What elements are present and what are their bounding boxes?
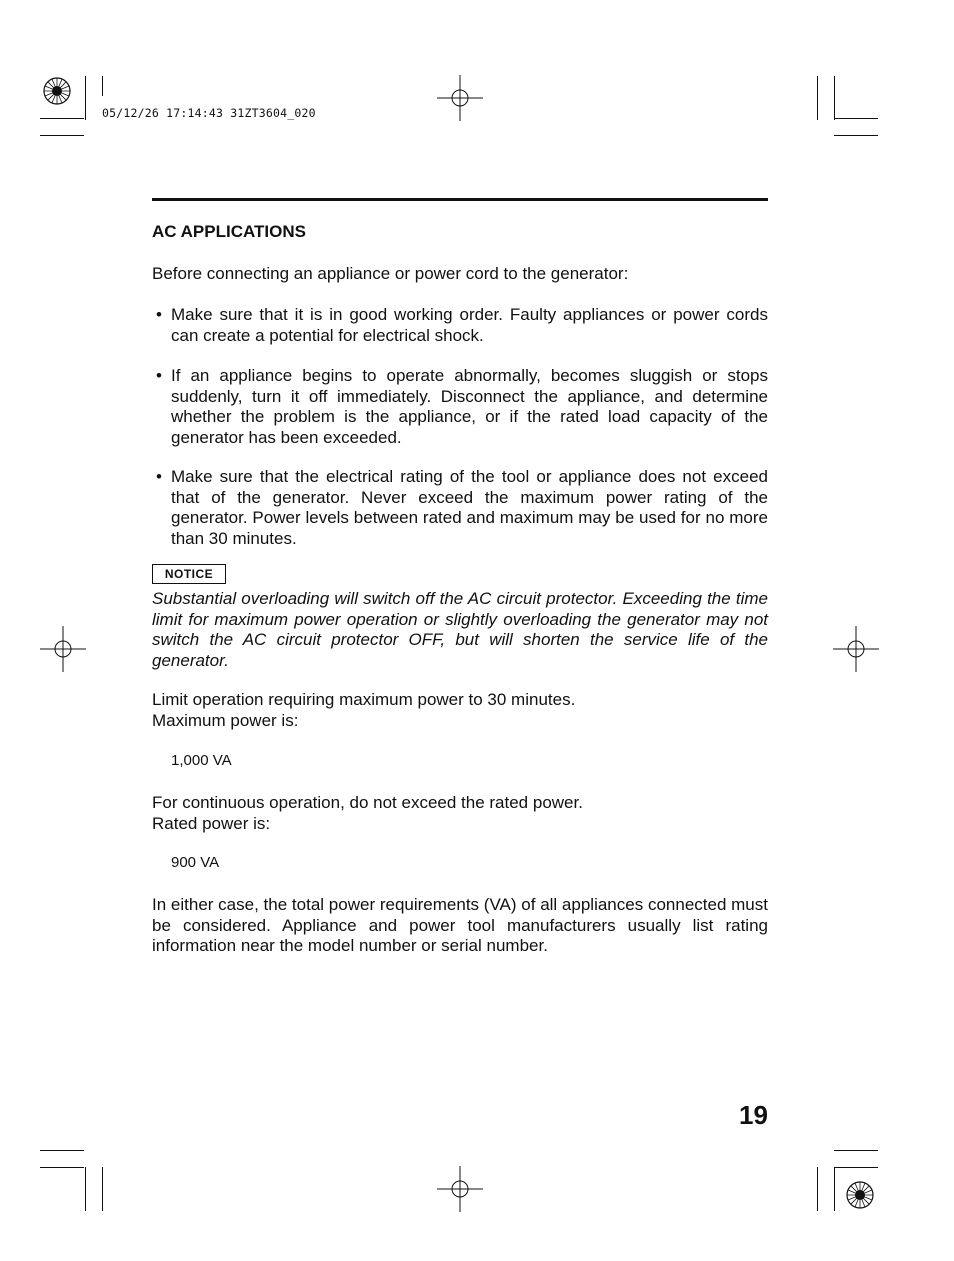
bullet-icon: • [156,467,162,486]
section-rule [152,198,768,201]
crosshair-bottom-icon [437,1166,483,1212]
bullet-item [152,305,768,346]
bullet-text: Make sure that the electrical rating of the tool or appliance does not exceed that of the generator. Never exceed the maximum power rating of the generator. Power levels between rated and maximum may be used for no more than 30 minutes. [171,467,768,548]
rated-power-line-2: Rated power is: [152,814,271,833]
bullet-icon: • [156,366,162,385]
page-number: 19 [739,1100,768,1130]
crosshair-left-icon [40,626,86,672]
crop-mark [834,1167,835,1211]
crop-mark [834,1150,878,1151]
rated-power-line-1: For continuous operation, do not exceed the rated power. [152,793,583,812]
crop-mark [40,118,84,119]
bullet-item [152,366,768,448]
crop-mark [834,1167,878,1168]
max-power-value: 1,000 VA [171,752,232,769]
notice-label: NOTICE [152,564,226,584]
max-power-line-2: Maximum power is: [152,711,299,730]
notice-text: Substantial overloading will switch off the AC circuit protector. Exceeding the time limit for maximum power operation or slightly overloading the generator may not switch the AC circuit protector OFF, but will shorten the service life of the generator. [152,589,768,670]
bullet-text: If an appliance begins to operate abnormally, becomes sluggish or stops suddenly, turn it off immediately. Disconnect the appliance, and determine whether the problem is the appliance, or if the rated load capacity of the generator has been exceeded. [171,366,768,447]
crop-mark [834,118,878,119]
closing-text: In either case, the total power requirements (VA) of all appliances connected must be considered. Appliance and power tool manufacturers usually list rating information near the model number or serial number. [152,895,768,955]
crosshair-right-icon [833,626,879,672]
crop-mark [102,1167,103,1211]
crop-mark [834,76,835,120]
print-slug: 05/12/26 17:14:43 31ZT3604_020 [102,106,316,120]
crop-mark [85,1167,86,1211]
bullet-icon: • [156,305,162,324]
crop-mark [102,76,103,96]
intro-text: Before connecting an appliance or power cord to the generator: [152,264,629,283]
crop-mark [817,1167,818,1211]
bullet-text: Make sure that it is in good working order. Faulty appliances or power cords can create a potential for electrical shock. [171,305,768,345]
crop-mark [817,76,818,120]
crop-mark [40,1167,84,1168]
crop-mark [40,1150,84,1151]
rated-power-value: 900 VA [171,854,220,871]
crop-mark [85,76,86,120]
crosshair-top-icon [437,75,483,121]
crop-mark [834,135,878,136]
bullet-item [152,467,768,549]
max-power-line-1: Limit operation requiring maximum power to 30 minutes. [152,690,576,709]
registration-mark-top-left-icon [42,76,72,106]
registration-mark-bottom-right-icon [845,1180,875,1210]
crop-mark [40,135,84,136]
section-heading: AC APPLICATIONS [152,222,306,241]
